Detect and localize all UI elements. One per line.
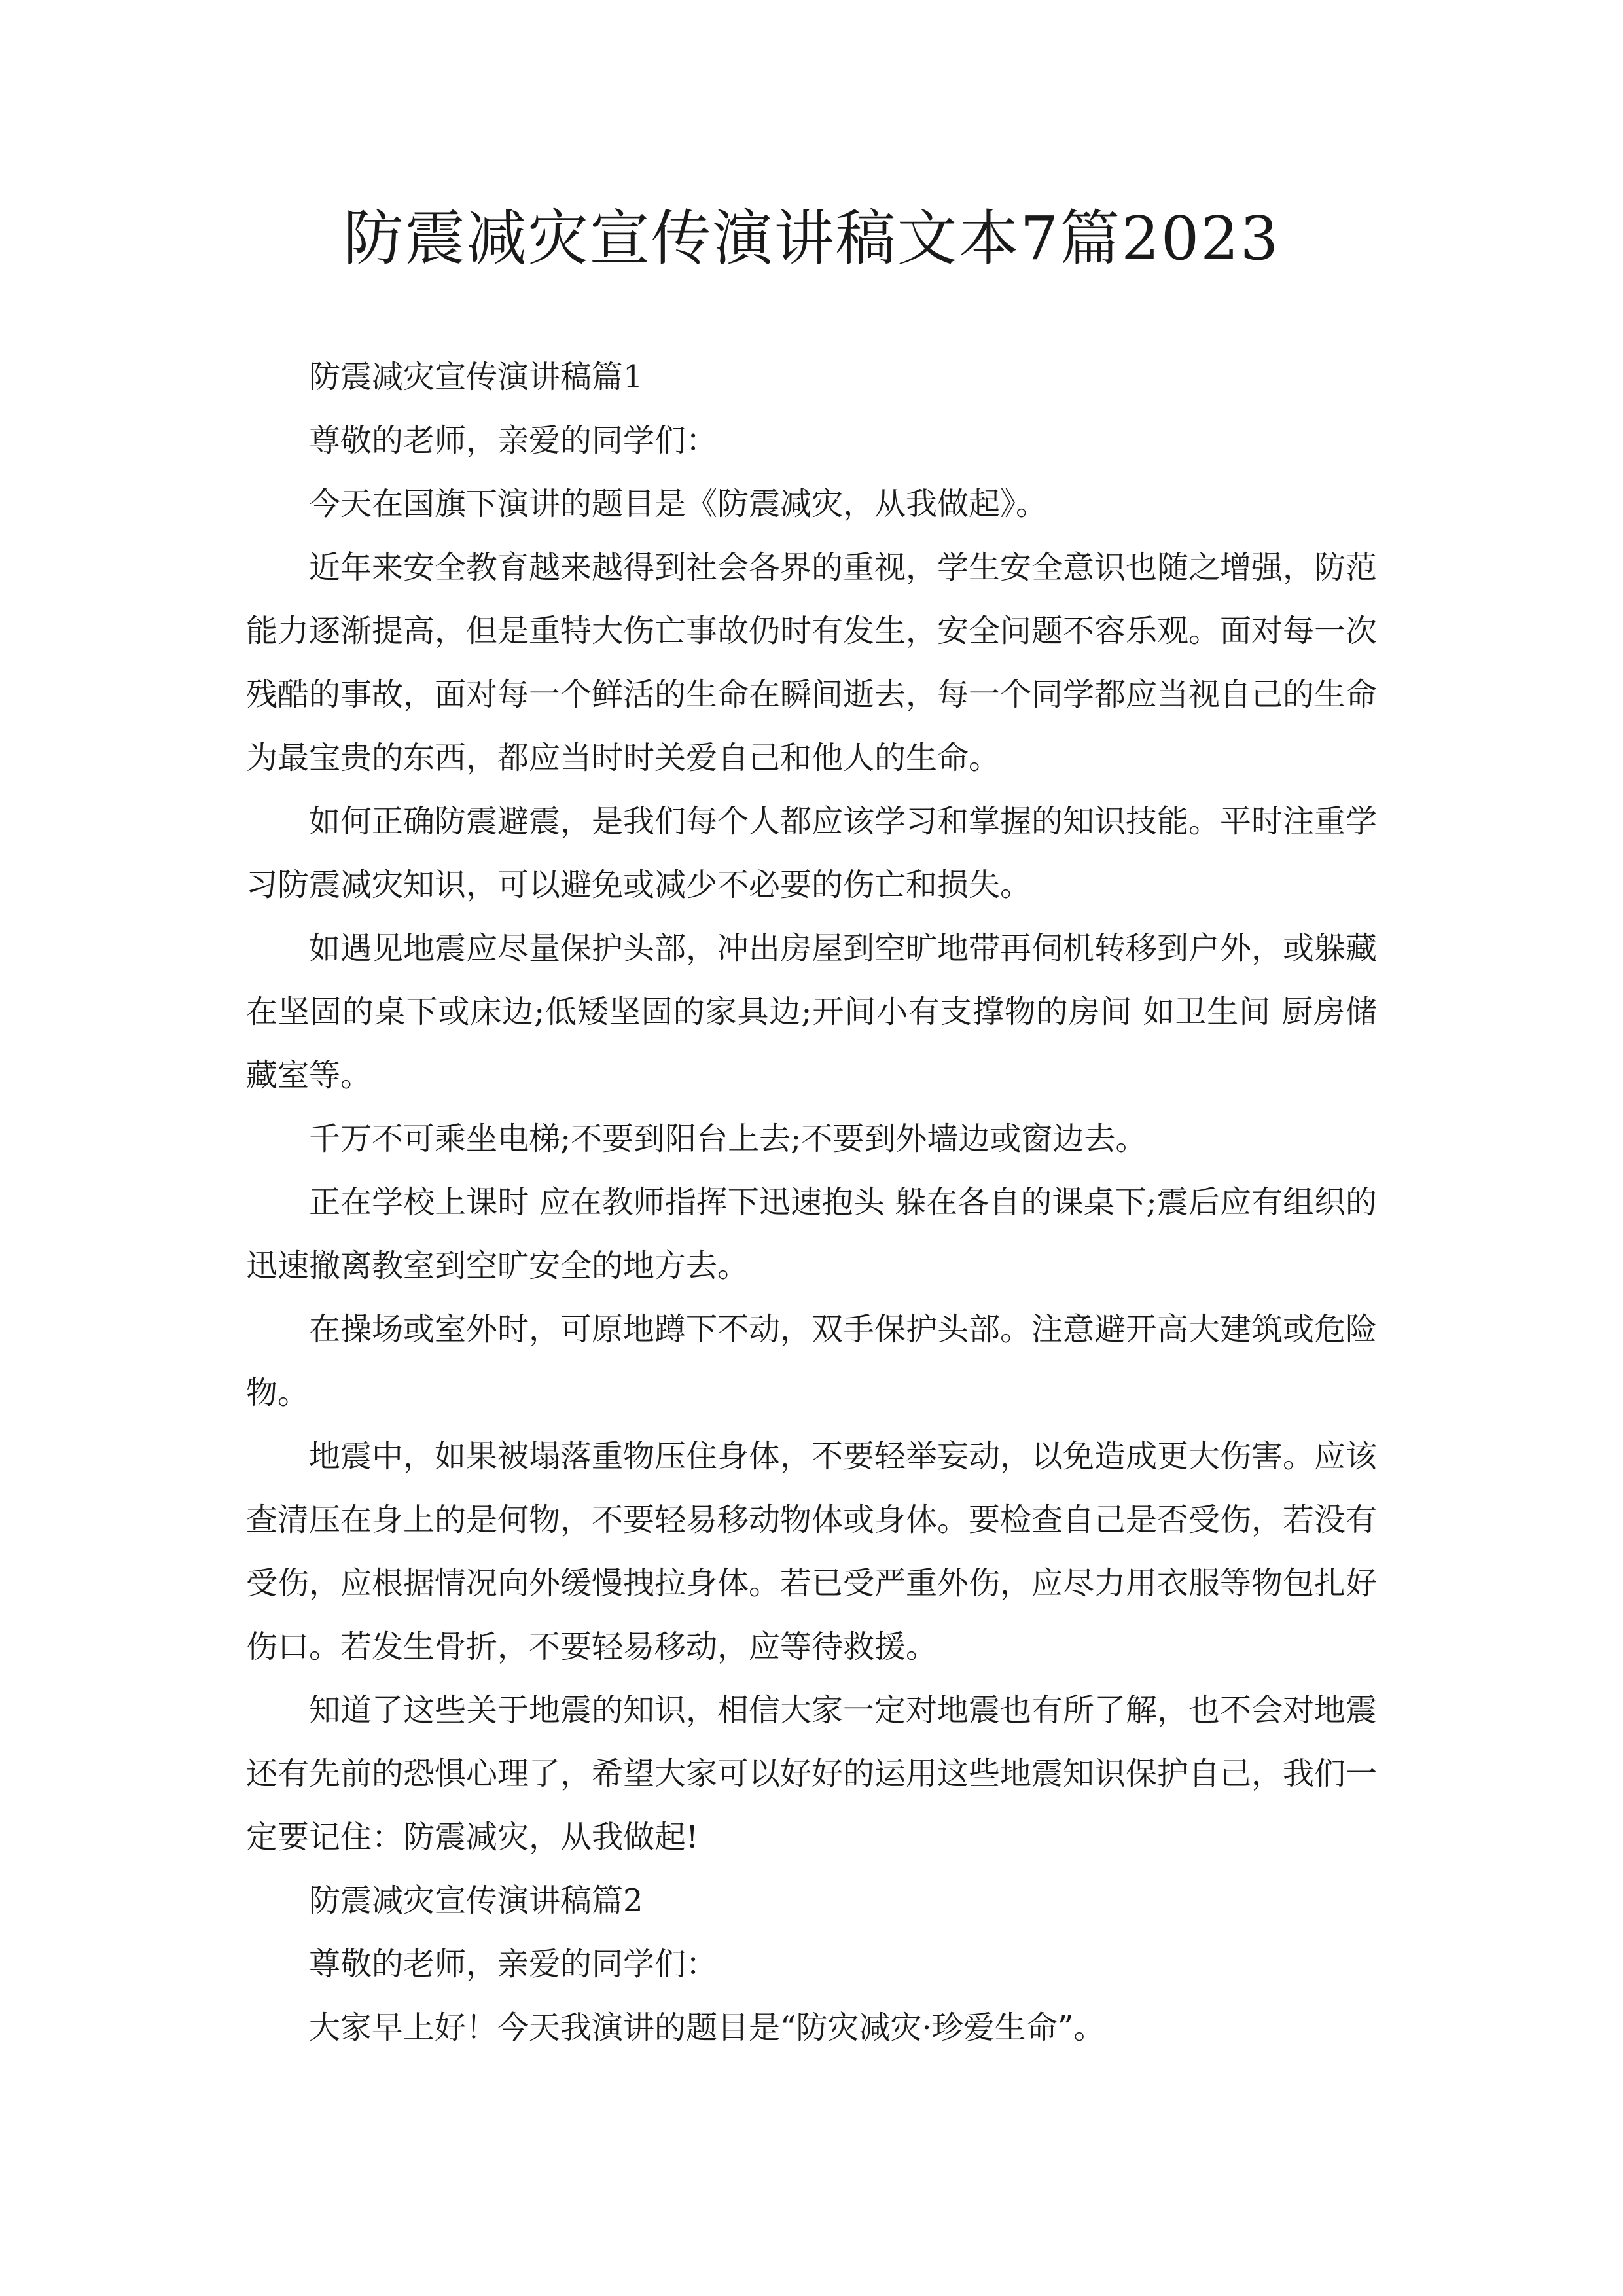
paragraph: 今天在国旗下演讲的题目是《防震减灾，从我做起》。 (309, 486, 1048, 522)
paragraph: 地震中，如果被塌落重物压住身体，不要轻举妄动，以免造成更大伤害。应该查清压在身上的是何物，不要轻易移动物体或身体。要检查自己是否受伤，若没有受伤，应根据情况向外缓慢拽拉身体。若已受严重外伤，应尽力用衣服等物包扎好伤口。若发生骨折，不要轻易移动，应等待救援。 (246, 1438, 1378, 1665)
paragraph: 如遇见地震应尽量保护头部，冲出房屋到空旷地带再伺机转移到户外，或躲藏在坚固的桌下或床边;低矮坚固的家具边;开间小有支撑物的房间 如卫生间 厨房储藏室等。 (246, 930, 1378, 1094)
paragraph: 大家早上好！今天我演讲的题目是“防灾减灾·珍爱生命”。 (309, 2009, 1105, 2046)
paragraph: 在操场或室外时，可原地蹲下不动，双手保护头部。注意避开高大建筑或危险物。 (246, 1311, 1378, 1411)
salutation-2: 尊敬的老师，亲爱的同学们： (309, 1946, 718, 1982)
document-title: 防震减灾宣传演讲稿文本7篇2023 (343, 204, 1280, 274)
salutation-1: 尊敬的老师，亲爱的同学们： (309, 422, 718, 459)
paragraph: 知道了这些关于地震的知识，相信大家一定对地震也有所了解，也不会对地震还有先前的恐惧心理了，希望大家可以好好的运用这些地震知识保护自己，我们一定要记住：防震减灾，从我做起! (246, 1692, 1378, 1856)
paragraph: 正在学校上课时 应在教师指挥下迅速抱头 躲在各自的课桌下;震后应有组织的迅速撤离教室到空旷安全的地方去。 (246, 1184, 1377, 1284)
section-heading-1: 防震减灾宣传演讲稿篇1 (309, 359, 643, 395)
section-heading-2: 防震减灾宣传演讲稿篇2 (309, 1882, 643, 1919)
paragraph: 如何正确防震避震，是我们每个人都应该学习和掌握的知识技能。平时注重学习防震减灾知识，可以避免或减少不必要的伤亡和损失。 (246, 803, 1378, 903)
paragraph: 近年来安全教育越来越得到社会各界的重视，学生安全意识也随之增强，防范能力逐渐提高，但是重特大伤亡事故仍时有发生，安全问题不容乐观。面对每一次残酷的事故，面对每一个鲜活的生命在瞬间逝去，每一个同学都应当视自己的生命为最宝贵的东西，都应当时时关爱自己和他人的生命。 (246, 549, 1378, 776)
document-body (246, 346, 1377, 2060)
paragraph: 千万不可乘坐电梯;不要到阳台上去;不要到外墙边或窗边去。 (309, 1121, 1147, 1157)
